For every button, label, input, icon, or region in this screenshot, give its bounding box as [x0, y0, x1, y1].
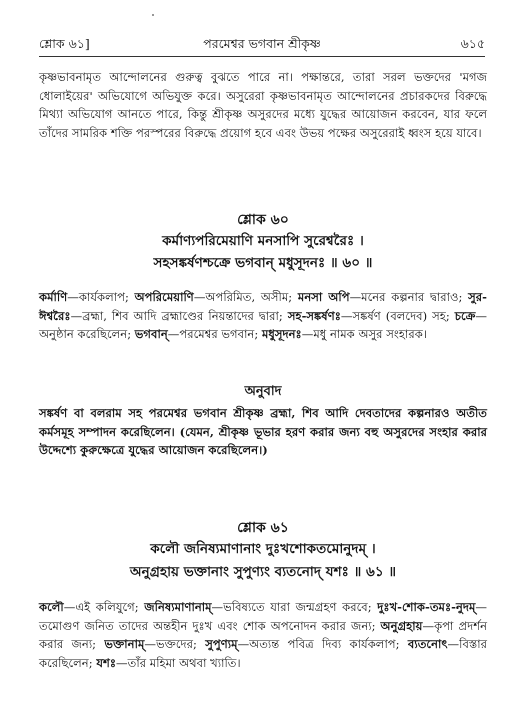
synonym-meaning: —বিস্তার করেছিলেন;: [39, 637, 487, 670]
synonym-word: ব্যতনোৎ: [407, 637, 448, 652]
synonym-meaning: —ব্রহ্মা, শিব আদি ব্রহ্মাণ্ডের নিয়ন্তাদের দ্বারা;: [70, 308, 288, 323]
synonym-word: অনুগ্রহায়: [380, 618, 423, 633]
synonym-word: সুর-ঈশ্বরৈঃ: [39, 290, 487, 323]
synonym-word: কর্মাণি: [39, 290, 68, 304]
synonym-word: দুঃখ-শোক-তমঃ-নুদম্: [377, 600, 476, 614]
synonym-word: ভগবান্: [134, 327, 168, 342]
synonym-word: যশঃ: [96, 655, 117, 670]
verse-60-translation: সঙ্কর্ষণ বা বলরাম সহ পরমেশ্বর ভগবান শ্রীকৃষ্ণ ব্রহ্মা, শিব আদি দেবতাদের কল্পনারও অতীত কর্মসমূহ সম্পাদন করেছিলেন। (যেমন, শ্রীকৃষ্ণ ভূভার হরণ করার জন্য বহু অসুরদের সংহার করার উদ্দেশ্যে কুরুক্ষেত্রে যুদ্ধের আয়োজন করেছিলেন।): [39, 406, 487, 458]
synonym-meaning: —কার্যকলাপ;: [67, 290, 135, 304]
running-header: [39, 36, 485, 54]
synonym-meaning: —ভবিষ্যতে যারা জন্মগ্রহণ করবে;: [211, 600, 378, 614]
synonym-word: ভক্তানাম্: [104, 637, 145, 652]
synonym-word: মনসা অপি: [297, 290, 350, 304]
synonym-word: চক্রে: [454, 308, 476, 323]
verse-60-number: শ্লোক ৬০: [237, 212, 289, 228]
verse-61-line-1: কলৌ জনিষ্যমাণানাং দুঃখশোকতমোনুদম্ ।: [150, 541, 376, 557]
synonym-meaning: —মধু নামক অসুর সংহারক।: [301, 327, 427, 342]
verse-61-line-2: অনুগ্রহায় ভক্তানাং সুপুণ্যং ব্যতনোদ্ যশঃ ॥ ৬১ ॥: [129, 564, 397, 580]
verse-61-synonyms: [39, 598, 487, 672]
header-verse-ref: শ্লোক ৬১]: [39, 36, 90, 51]
synonym-word: সুপুণ্যম্: [205, 637, 238, 652]
purport-continuation: কৃষ্ণভাবনামৃত আন্দোলনের গুরুত্ব বুঝতে পারে না। পক্ষান্তরে, তারা সরল ভক্তদের 'মগজ ধোলাইয়ের' অভিযোগে অভিযুক্ত করে। অসুরেরা কৃষ্ণভাবনামৃত আন্দোলনের প্রচারকদের বিরুদ্ধে মিথ্যা অভিযোগ আনতে পারে, কিন্তু শ্রীকৃষ্ণ অসুরদের মধ্যে যুদ্ধের আয়োজন করবেন, যার ফলে তাঁদের সামরিক শক্তি পরস্পরের বিরুদ্ধে প্রয়োগ হবে এবং উভয় পক্ষের অসুরেরাই ধ্বংস হয়ে যাবে।: [39, 70, 487, 140]
synonym-meaning: —কৃপা প্রদর্শন করার জন্য;: [39, 618, 487, 652]
page-number: ৬১৫: [460, 36, 485, 51]
synonym-meaning: —তমোগুণ জনিত তাদের অন্তহীন দুঃখ এবং শোক অপনোদন করার জন্য;: [39, 600, 487, 633]
synonym-meaning: —সঙ্কর্ষণ (বলদেব) সহ;: [340, 308, 455, 323]
synonym-word: অপরিমেয়াণি: [134, 290, 194, 304]
synonym-meaning: —পরমেশ্বর ভগবান;: [167, 327, 262, 342]
synonym-meaning: —এই কলিযুগে;: [63, 600, 145, 614]
synonym-meaning: —তাঁর মহিমা অথবা খ্যাতি।: [116, 655, 241, 670]
scan-speck: [152, 14, 154, 16]
synonym-meaning: —অপরিমিত, অসীম;: [193, 290, 298, 304]
verse-60-line-1: কর্মাণ্যপরিমেয়াণি মনসাপি সুরেশ্বরৈঃ ।: [162, 233, 364, 249]
header-rule: [39, 56, 485, 57]
synonym-word: সহ-সঙ্কর্ষণঃ: [287, 308, 341, 323]
synonym-meaning: —অত্যন্ত পবিত্র দিব্য কার্যকলাপ;: [237, 637, 408, 652]
synonym-meaning: —অনুষ্ঠান করেছিলেন;: [39, 308, 488, 342]
synonym-meaning: —মনের কল্পনার দ্বারাও;: [349, 290, 469, 304]
verse-60-synonyms: [39, 288, 487, 344]
verse-60-line-2: সহসঙ্কর্ষণশ্চক্রে ভগবান্ মধুসূদনঃ ॥ ৬০ ॥: [153, 255, 373, 271]
header-title: পরমেশ্বর ভগবান শ্রীকৃষ্ণ: [203, 36, 321, 51]
synonym-meaning: —ভক্তদের;: [144, 637, 206, 652]
verse-61-number: শ্লোক ৬১: [237, 520, 289, 536]
synonym-word: মধুসূদনঃ: [261, 327, 302, 342]
synonym-word: কলৌ: [39, 600, 64, 614]
synonym-word: জনিষ্যমাণানাম্: [144, 600, 212, 614]
translation-title: অনুবাদ: [244, 384, 282, 399]
